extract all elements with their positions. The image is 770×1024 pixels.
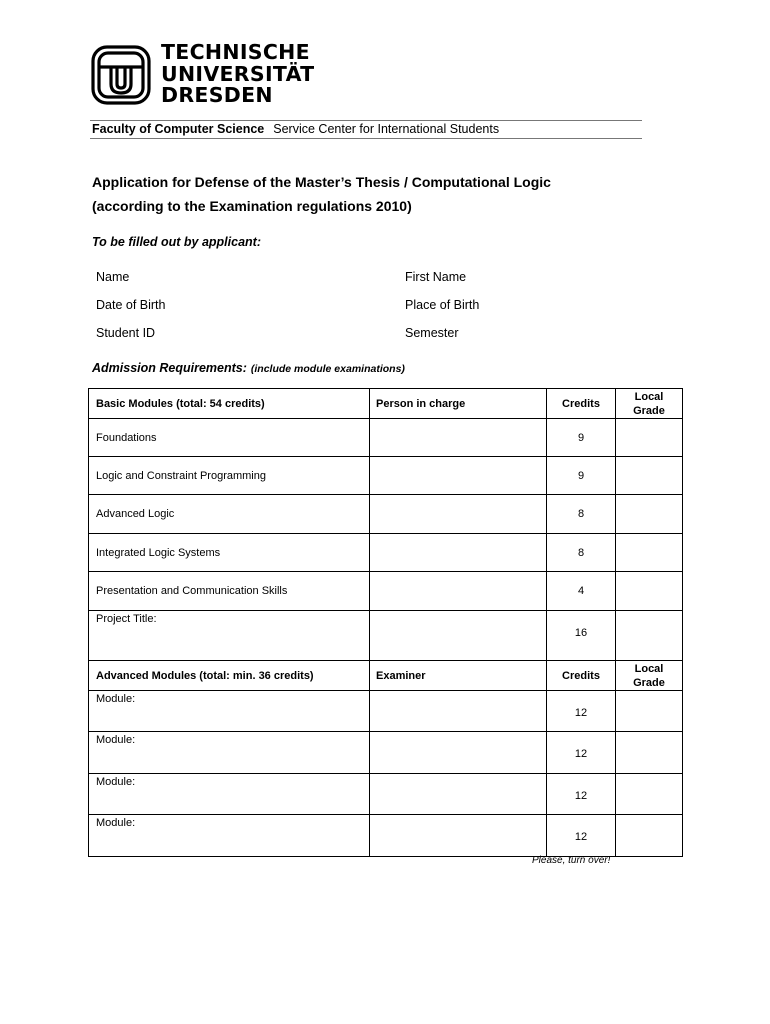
credits-cell: 9	[547, 419, 616, 457]
person-in-charge-cell[interactable]	[370, 495, 547, 534]
local-grade-cell[interactable]	[616, 495, 683, 534]
name-field-label: Name	[96, 270, 130, 284]
credits-cell: 8	[547, 495, 616, 534]
local-grade-cell[interactable]	[616, 691, 683, 732]
person-in-charge-cell[interactable]	[370, 457, 547, 495]
advanced-modules-header-row	[89, 661, 683, 691]
local-grade-line-2: Grade	[633, 404, 665, 417]
please-turn-over-note: Please, turn over!	[532, 855, 611, 866]
module-name: Presentation and Communication Skills	[89, 572, 370, 611]
module-label[interactable]: Module:	[89, 732, 370, 774]
table-row	[89, 457, 683, 495]
credits-header: Credits	[547, 389, 616, 419]
examiner-cell[interactable]	[370, 732, 547, 774]
credits-cell: 12	[547, 774, 616, 815]
local-grade-cell[interactable]	[616, 572, 683, 611]
modules-table	[88, 388, 683, 857]
table-row	[89, 572, 683, 611]
table-row	[89, 495, 683, 534]
table-row	[89, 732, 683, 774]
logo-wordmark	[161, 42, 314, 107]
applicant-heading: To be filled out by applicant:	[92, 235, 261, 249]
table-row	[89, 815, 683, 857]
examiner-header: Examiner	[370, 661, 547, 691]
credits-header: Credits	[547, 661, 616, 691]
admission-note: (include module examinations)	[250, 363, 405, 375]
table-row	[89, 611, 683, 661]
module-name: Foundations	[89, 419, 370, 457]
local-grade-header	[616, 389, 683, 419]
basic-modules-header: Basic Modules (total: 54 credits)	[89, 389, 370, 419]
university-logo	[90, 42, 320, 108]
credits-cell: 12	[547, 815, 616, 857]
logo-line-2: UNIVERSITÄT	[161, 61, 315, 86]
examiner-cell[interactable]	[370, 774, 547, 815]
admission-heading	[92, 361, 405, 375]
local-grade-cell[interactable]	[616, 611, 683, 661]
module-name: Logic and Constraint Programming	[89, 457, 370, 495]
table-row	[89, 534, 683, 572]
semester-field-label: Semester	[405, 326, 459, 340]
student-id-field-label: Student ID	[96, 326, 156, 340]
credits-cell: 9	[547, 457, 616, 495]
credits-cell: 12	[547, 732, 616, 774]
service-center-name: Service Center for International Students	[273, 122, 500, 136]
table-row	[89, 419, 683, 457]
place-of-birth-field-label: Place of Birth	[405, 298, 480, 312]
faculty-name: Faculty of Computer Science	[92, 122, 265, 136]
local-grade-line-2: Grade	[633, 676, 665, 689]
local-grade-line-1: Local	[634, 390, 664, 403]
first-name-field-label: First Name	[405, 270, 467, 284]
person-in-charge-header: Person in charge	[370, 389, 547, 419]
local-grade-cell[interactable]	[616, 534, 683, 572]
module-label[interactable]: Module:	[89, 691, 370, 732]
local-grade-cell[interactable]	[616, 419, 683, 457]
credits-cell: 12	[547, 691, 616, 732]
advanced-modules-header: Advanced Modules (total: min. 36 credits)	[89, 661, 370, 691]
local-grade-cell[interactable]	[616, 774, 683, 815]
local-grade-header	[616, 661, 683, 691]
local-grade-cell[interactable]	[616, 815, 683, 857]
module-name: Integrated Logic Systems	[89, 534, 370, 572]
module-name: Advanced Logic	[89, 495, 370, 534]
basic-modules-header-row	[89, 389, 683, 419]
person-in-charge-cell[interactable]	[370, 534, 547, 572]
document-subtitle: (according to the Examination regulations 2010)	[92, 198, 412, 214]
tu-dresden-emblem-icon	[90, 44, 152, 106]
local-grade-cell[interactable]	[616, 457, 683, 495]
logo-line-1: TECHNISCHE	[161, 40, 310, 64]
admission-title: Admission Requirements:	[92, 361, 247, 375]
local-grade-cell[interactable]	[616, 732, 683, 774]
date-of-birth-field-label: Date of Birth	[96, 298, 166, 312]
person-in-charge-cell[interactable]	[370, 611, 547, 661]
credits-cell: 4	[547, 572, 616, 611]
document-title: Application for Defense of the Master’s Thesis / Computational Logic	[92, 174, 551, 190]
table-row	[89, 691, 683, 732]
person-in-charge-cell[interactable]	[370, 572, 547, 611]
examiner-cell[interactable]	[370, 691, 547, 732]
logo-line-3: DRESDEN	[161, 83, 273, 107]
person-in-charge-cell[interactable]	[370, 419, 547, 457]
module-label[interactable]: Module:	[89, 815, 370, 857]
faculty-bar	[90, 120, 642, 139]
examiner-cell[interactable]	[370, 815, 547, 857]
module-label[interactable]: Module:	[89, 774, 370, 815]
project-title-label[interactable]: Project Title:	[89, 611, 370, 661]
credits-cell: 8	[547, 534, 616, 572]
local-grade-line-1: Local	[634, 662, 664, 675]
table-row	[89, 774, 683, 815]
credits-cell: 16	[547, 611, 616, 661]
